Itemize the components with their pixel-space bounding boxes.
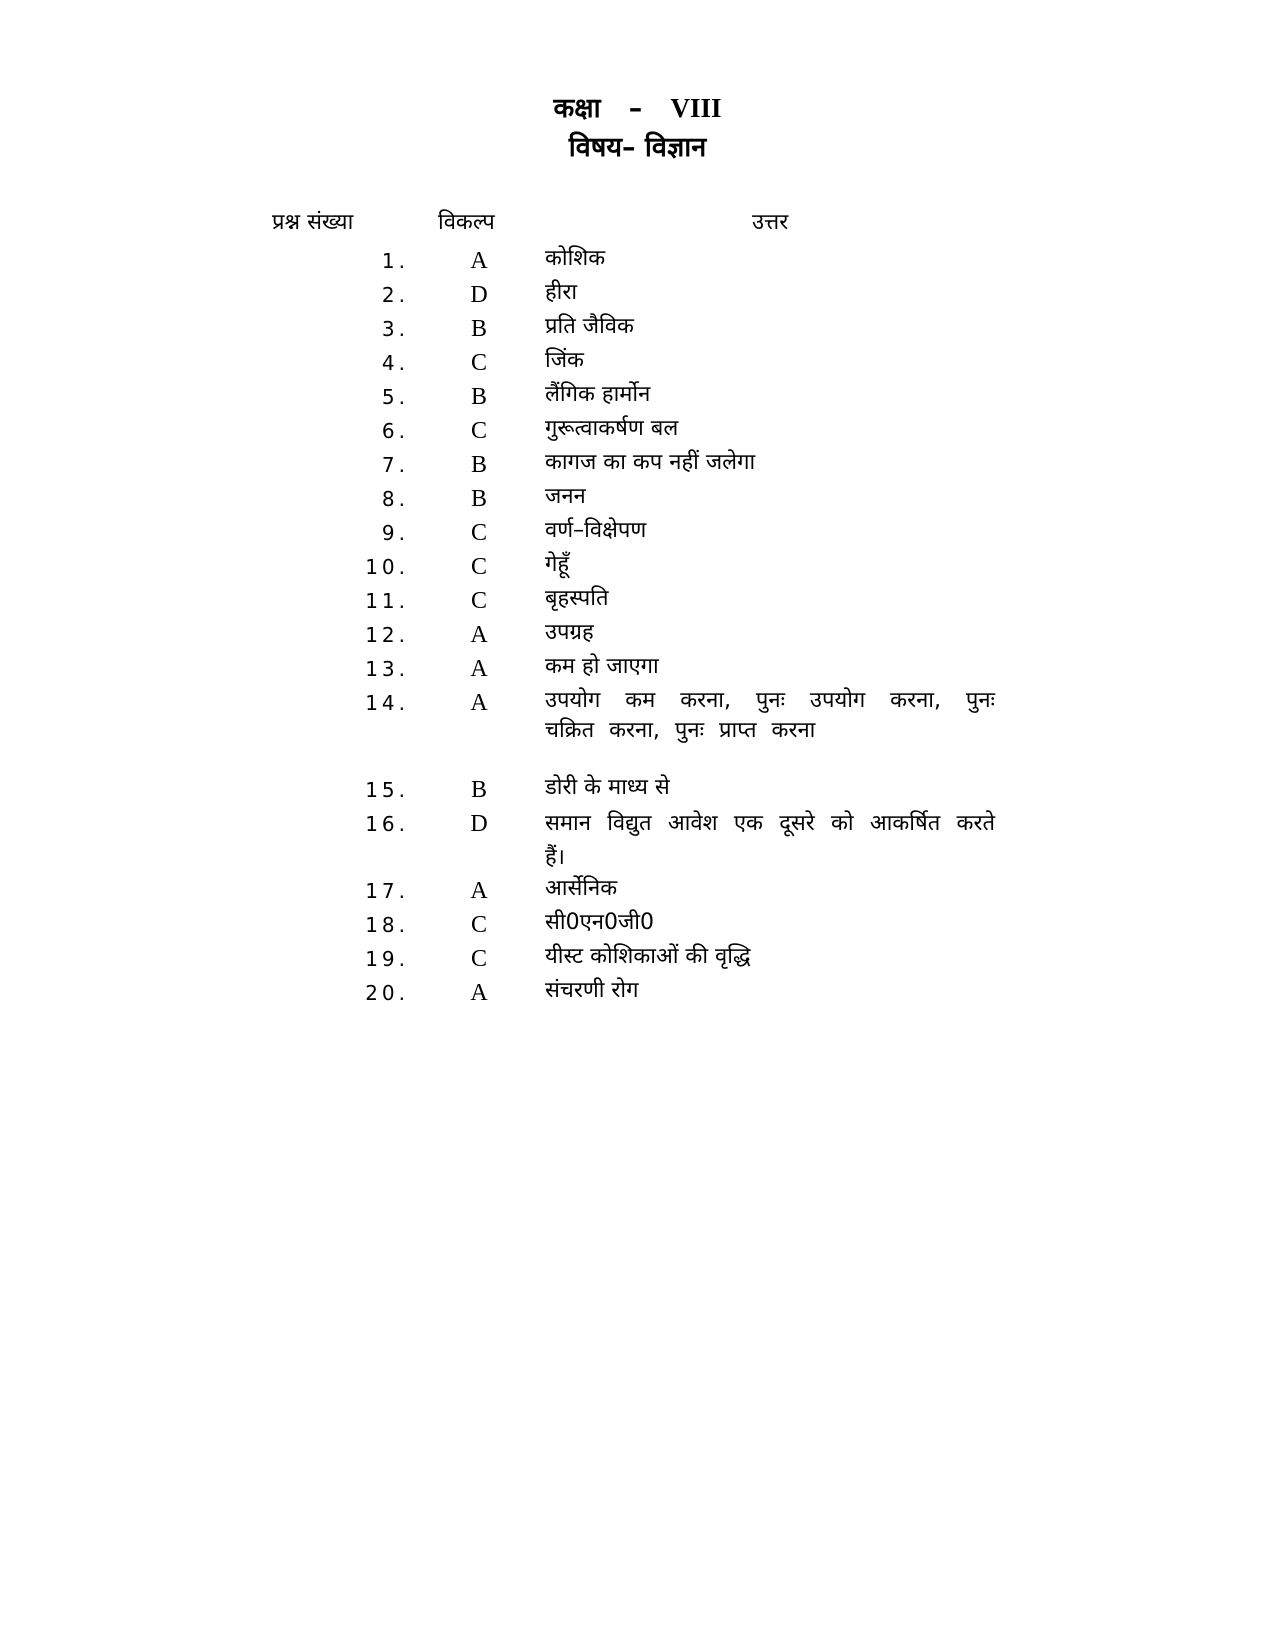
option-letter: A — [470, 656, 488, 682]
option-letter: A — [470, 980, 488, 1006]
answer-text: कम हो जाएगा — [545, 654, 659, 679]
question-number: 17. — [365, 879, 409, 903]
option-letter: C — [470, 946, 487, 972]
question-number: 6. — [381, 419, 409, 443]
option-letter: B — [470, 777, 487, 803]
answer-text: प्रति जैविक — [545, 314, 634, 339]
question-number: 16. — [365, 812, 409, 836]
question-number: 8. — [381, 487, 409, 511]
option-letter: A — [470, 878, 488, 904]
answer-text: गुरूत्वाकर्षण बल — [545, 416, 679, 441]
answer-text: बृहस्पति — [545, 586, 609, 611]
answer-text: समान विद्युत आवेश एक दूसरे को आकर्षित करते हैं। — [545, 811, 995, 870]
answer-text: संचरणी रोग — [545, 978, 639, 1003]
answer-text: गेहूँ — [545, 552, 570, 577]
option-letter: B — [470, 486, 487, 512]
option-letter: B — [470, 384, 487, 410]
answer-text: कोशिक — [545, 246, 606, 271]
answer-text: जनन — [545, 484, 586, 509]
question-number: 9. — [381, 521, 409, 545]
class-label: कक्षा — [553, 93, 601, 124]
question-number: 7. — [381, 453, 409, 477]
question-number: 3. — [381, 317, 409, 341]
question-number: 13. — [365, 657, 409, 681]
question-number: 10. — [365, 555, 409, 579]
option-letter: C — [470, 554, 487, 580]
question-number: 14. — [365, 691, 409, 715]
question-number: 15. — [365, 778, 409, 802]
question-number: 20. — [365, 981, 409, 1005]
answer-text: हीरा — [545, 280, 578, 305]
option-letter: B — [470, 316, 487, 342]
option-letter: B — [470, 452, 487, 478]
column-header-answer: उत्तर — [752, 210, 789, 235]
option-letter: A — [470, 622, 488, 648]
option-letter: D — [470, 811, 488, 837]
question-number: 1. — [381, 249, 409, 273]
question-number: 18. — [365, 913, 409, 937]
option-letter: C — [470, 350, 487, 376]
class-heading — [0, 90, 1275, 127]
answer-text: डोरी के माध्य से — [545, 775, 670, 800]
subject-heading: विषय– विज्ञान — [568, 132, 707, 163]
option-letter: C — [470, 912, 487, 938]
answer-text: उपयोग कम करना, पुनः उपयोग करना, पुनः चक्रित करना, पुनः प्राप्त करना — [545, 688, 995, 743]
option-letter: A — [470, 690, 488, 716]
question-number: 2. — [381, 283, 409, 307]
answer-text: लैंगिक हार्मोन — [545, 382, 651, 407]
class-dash: – — [628, 93, 643, 124]
answer-text: वर्ण–विक्षेपण — [545, 518, 647, 543]
question-number: 12. — [365, 623, 409, 647]
answer-text: यीस्ट कोशिकाओं की वृद्धि — [545, 944, 751, 969]
option-letter: A — [470, 248, 488, 274]
option-letter: C — [470, 520, 487, 546]
question-number: 19. — [365, 947, 409, 971]
option-letter: C — [470, 418, 487, 444]
option-letter: C — [470, 588, 487, 614]
column-header-question-no: प्रश्न संख्या — [272, 210, 354, 235]
question-number: 11. — [365, 589, 409, 613]
answer-text: आर्सेनिक — [545, 876, 618, 901]
answer-text: उपग्रह — [545, 620, 594, 645]
column-header-option: विकल्प — [438, 210, 495, 235]
option-letter: D — [470, 282, 488, 308]
answer-text: कागज का कप नहीं जलेगा — [545, 450, 756, 475]
question-number: 4. — [381, 351, 409, 375]
answer-text: सी0एन0जी0 — [545, 910, 654, 935]
answer-text: जिंक — [545, 348, 584, 373]
question-number: 5. — [381, 385, 409, 409]
class-value: VIII — [670, 93, 722, 123]
